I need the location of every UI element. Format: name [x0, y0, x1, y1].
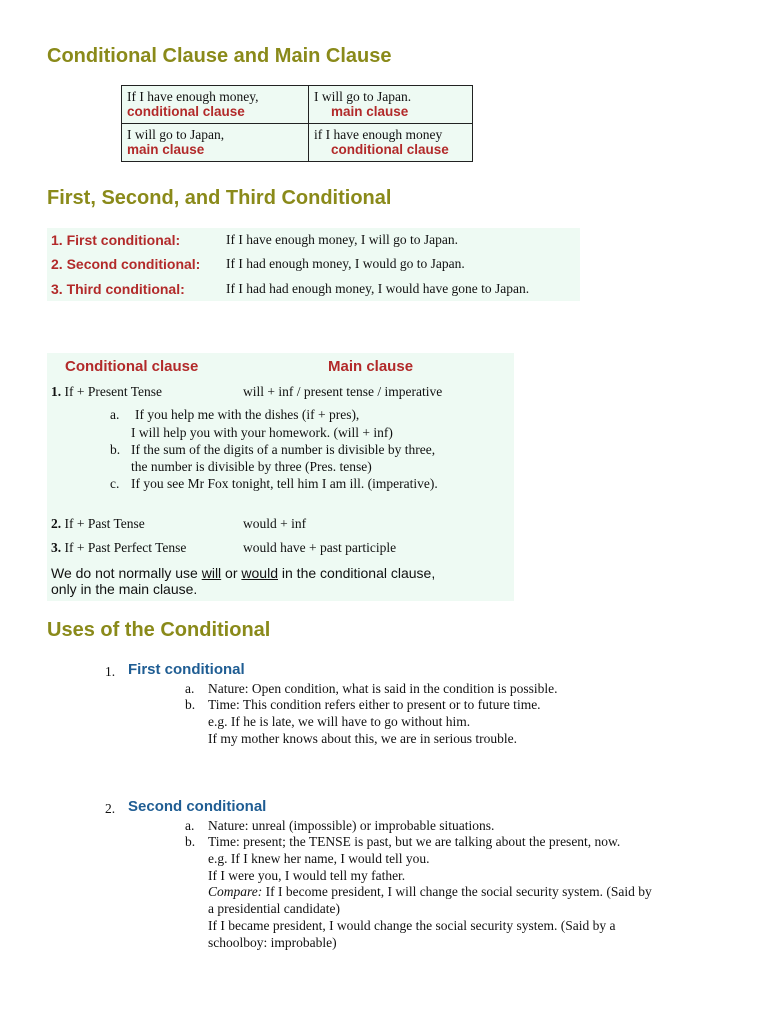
- clause-label: main clause: [127, 142, 205, 157]
- example-line: If you help me with the dishes (if + pres),: [135, 407, 360, 422]
- example-line: If you see Mr Fox tonight, tell him I am ill. (imperative).: [131, 476, 438, 491]
- use-line: If my mother knows about this, we are in serious trouble.: [208, 731, 517, 746]
- note-would: would: [241, 565, 278, 581]
- conditional-type-example: If I had enough money, I would go to Japan.: [226, 256, 465, 271]
- section-title-clauses: Conditional Clause and Main Clause: [47, 45, 392, 67]
- use-line: Time: present; the TENSE is past, but we are talking about the present, now.: [208, 834, 621, 849]
- section-title-types: First, Second, and Third Conditional: [47, 187, 392, 209]
- use-line: If I were you, I would tell my father.: [208, 868, 406, 883]
- structure-header-conditional: Conditional clause: [65, 358, 199, 375]
- note-text: only in the main clause.: [51, 581, 198, 597]
- table-row: [122, 86, 473, 124]
- conditional-type-label: 1. First conditional:: [51, 232, 181, 248]
- table-cell: [309, 86, 473, 124]
- clause-label: conditional clause: [127, 104, 245, 119]
- use-marker: b.: [185, 834, 196, 849]
- compare-line: a presidential candidate): [208, 901, 340, 916]
- conditional-type-example: If I have enough money, I will go to Japan.: [226, 232, 458, 247]
- note-text: or: [221, 565, 242, 581]
- note-text: We do not normally use: [51, 565, 202, 581]
- rule-left: If + Past Perfect Tense: [64, 540, 187, 555]
- structure-header-main: Main clause: [328, 358, 414, 375]
- rule-right: would have + past participle: [243, 540, 397, 555]
- table-cell: [122, 124, 309, 162]
- rule-left: If + Past Tense: [64, 516, 145, 531]
- use-line: Nature: unreal (impossible) or improbable situations.: [208, 818, 495, 833]
- example-line: the number is divisible by three (Pres. tense): [131, 459, 372, 474]
- rule-left: If + Present Tense: [64, 384, 163, 399]
- use-number: 1.: [105, 664, 116, 679]
- compare-line: If I became president, I would change the social security system. (Said by a: [208, 918, 616, 933]
- use-line: Time: This condition refers either to present or to future time.: [208, 697, 541, 712]
- use-marker: a.: [185, 818, 195, 833]
- use-marker: b.: [185, 697, 196, 712]
- clause-text: I will go to Japan.: [314, 89, 412, 104]
- use-number: 2.: [105, 801, 116, 816]
- clause-text: if I have enough money: [314, 127, 443, 142]
- table-row: [122, 124, 473, 162]
- note-text: in the conditional clause,: [278, 565, 436, 581]
- rule-1: [51, 384, 162, 400]
- rule-number: 3.: [51, 540, 62, 555]
- clause-text: If I have enough money,: [127, 89, 259, 104]
- rule-3: [51, 540, 186, 556]
- compare-line: [208, 884, 652, 900]
- clause-text: I will go to Japan,: [127, 127, 225, 142]
- use-marker: a.: [185, 681, 195, 696]
- use-title-second: Second conditional: [128, 798, 267, 815]
- structure-note: [51, 565, 435, 597]
- rule-right: would + inf: [243, 516, 307, 531]
- example-marker: a.: [110, 407, 120, 422]
- example-marker: b.: [110, 442, 121, 457]
- rule-right: will + inf / present tense / imperative: [243, 384, 443, 399]
- clause-label: conditional clause: [331, 142, 449, 157]
- compare-line: schoolboy: improbable): [208, 935, 337, 950]
- use-line: e.g. If I knew her name, I would tell you.: [208, 851, 430, 866]
- example-line: If the sum of the digits of a number is divisible by three,: [131, 442, 436, 457]
- conditional-type-label: 2. Second conditional:: [51, 256, 201, 272]
- clause-table: [121, 85, 473, 162]
- use-line: e.g. If he is late, we will have to go without him.: [208, 714, 471, 729]
- example-marker: c.: [110, 476, 120, 491]
- conditional-type-label: 3. Third conditional:: [51, 281, 185, 297]
- note-will: will: [201, 565, 222, 581]
- compare-text: If I become president, I will change the social security system. (Said by: [262, 884, 652, 899]
- example-line: I will help you with your homework. (will + inf): [131, 425, 393, 440]
- conditional-type-example: If I had had enough money, I would have gone to Japan.: [226, 281, 530, 296]
- table-cell: [309, 124, 473, 162]
- clause-label: main clause: [331, 104, 409, 119]
- use-line: Nature: Open condition, what is said in the condition is possible.: [208, 681, 558, 696]
- table-cell: [122, 86, 309, 124]
- compare-label: Compare:: [208, 884, 263, 899]
- use-title-first: First conditional: [128, 661, 245, 678]
- section-title-uses: Uses of the Conditional: [47, 619, 271, 641]
- rule-number: 2.: [51, 516, 62, 531]
- rule-2: [51, 516, 145, 532]
- rule-number: 1.: [51, 384, 62, 399]
